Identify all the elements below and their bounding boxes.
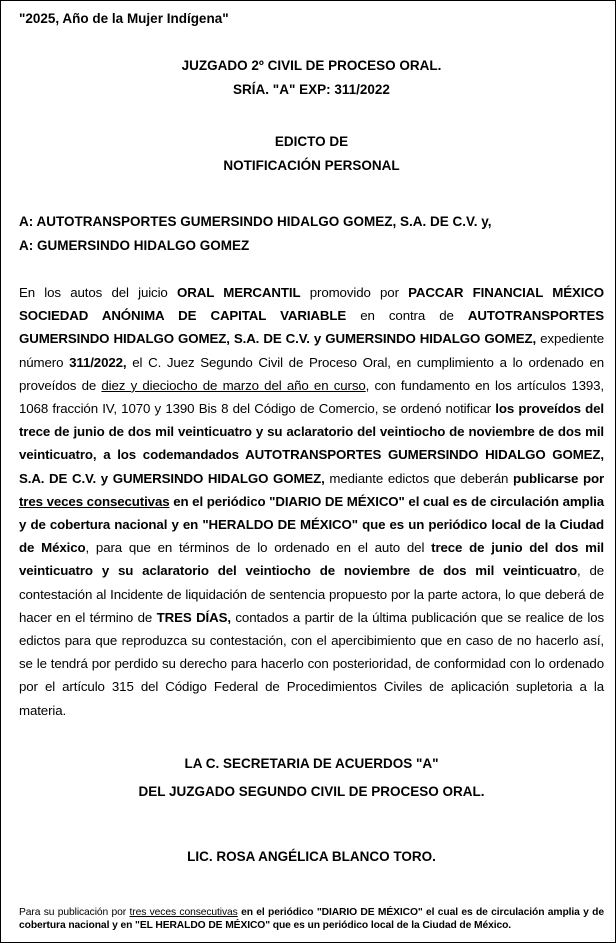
notified-rulings: los proveídos del trece de junio de dos mil veinticuatro y su aclaratorio del veintiocho de noviembre de dos mil veinticuatro, a los codemandados AUTOTRANSPORTES GUMERSINDO HIDALGO GOMEZ, S.A. DE C.V. y GUMERSINDO HIDALGO GOMEZ, [19, 401, 604, 486]
publication-footnote [19, 907, 604, 932]
footnote-text: Para su publicación por [19, 907, 130, 918]
body-text: , de contestación al Incidente de liquidación de sentencia propuesto por la parte actora, lo que deberá de hacer en el término de [19, 563, 604, 625]
court-header [19, 54, 604, 102]
response-term: TRES DÍAS, [156, 609, 231, 625]
file-number: SRÍA. "A" EXP: 311/2022 [233, 82, 390, 97]
footnote-frequency: tres veces consecutivas [129, 907, 238, 918]
document-title [19, 130, 604, 178]
year-motto: "2025, Año de la Mujer Indígena" [19, 11, 229, 26]
title-line-1: EDICTO DE [274, 134, 349, 149]
newspapers: en el periódico "DIARIO DE MÉXICO" el cual es de circulación amplia y de cobertura nacional y en "HERALDO DE MÉXICO" que es un periódico local de la Ciudad de México [19, 493, 604, 556]
order-dates: diez y dieciocho de marzo del año en curso [101, 377, 366, 393]
title-line-2: NOTIFICACIÓN PERSONAL [223, 158, 400, 173]
plaintiff: PACCAR FINANCIAL MÉXICO SOCIEDAD ANÓNIMA DE CAPITAL VARIABLE [19, 285, 604, 324]
footnote-newspapers: en el periódico "DIARIO DE MÉXICO" el cual es de circulación amplia y de cobertura nacional y en "EL HERALDO DE MÉXICO" que es un periódico local de la Ciudad de México. [19, 907, 604, 931]
case-number: 311/2022, [69, 354, 127, 370]
body-text: En los autos del juicio [19, 285, 177, 300]
body-text: el C. Juez Segundo Civil de Proceso Oral, en cumplimiento a lo ordenado en proveídos de [19, 354, 604, 393]
body-text: expediente número [19, 331, 604, 370]
body-text: mediante edictos que deberán [324, 470, 513, 486]
body-text: , con fundamento en los artículos 1393, 1068 fracción IV, 1070 y 1390 Bis 8 del Código de Comercio, se ordenó notificar [19, 377, 604, 417]
addressees [19, 210, 604, 258]
publication-frequency: tres veces consecutivas [19, 493, 170, 509]
body-text: en contra de [346, 308, 468, 324]
signatory-name: LIC. ROSA ANGÉLICA BLANCO TORO. [187, 848, 436, 864]
addressee-company: A: AUTOTRANSPORTES GUMERSINDO HIDALGO GOMEZ, S.A. DE C.V. y, [19, 214, 492, 229]
addressee-person: A: GUMERSINDO HIDALGO GOMEZ [19, 238, 250, 253]
body-text: promovido por [300, 285, 409, 300]
ruling-dates: trece de junio del dos mil veinticuatro y su aclaratorio del veintiocho de noviembre de dos mil veinticuatro [19, 540, 604, 579]
closing-block [19, 750, 604, 806]
defendants: AUTOTRANSPORTES GUMERSINDO HIDALGO GOMEZ, S.A. DE C.V. y GUMERSINDO HIDALGO GOMEZ, [19, 308, 604, 347]
trial-type: ORAL MERCANTIL [177, 285, 301, 300]
secretary-title: LA C. SECRETARIA DE ACUERDOS "A" [184, 755, 439, 771]
body-text: , para que en términos de lo ordenado en el auto del [85, 540, 432, 556]
publication-instruction: publicarse por [512, 470, 605, 486]
court-full-name: DEL JUZGADO SEGUNDO CIVIL DE PROCESO ORAL. [138, 783, 485, 799]
edict-body [19, 281, 604, 722]
body-text: contados a partir de la última publicación que se realice de los edictos para que reproduzca su contestación, con el apercibimiento que en caso de no hacerlo así, se le tendrá por perdido su derecho para hacerlo con posterioridad, de conformidad con lo ordenado por el artículo 315 del Código Federal de Procedimientos Civiles de aplicación supletoria a la materia. [19, 609, 605, 718]
court-name: JUZGADO 2º CIVIL DE PROCESO ORAL. [181, 58, 442, 73]
